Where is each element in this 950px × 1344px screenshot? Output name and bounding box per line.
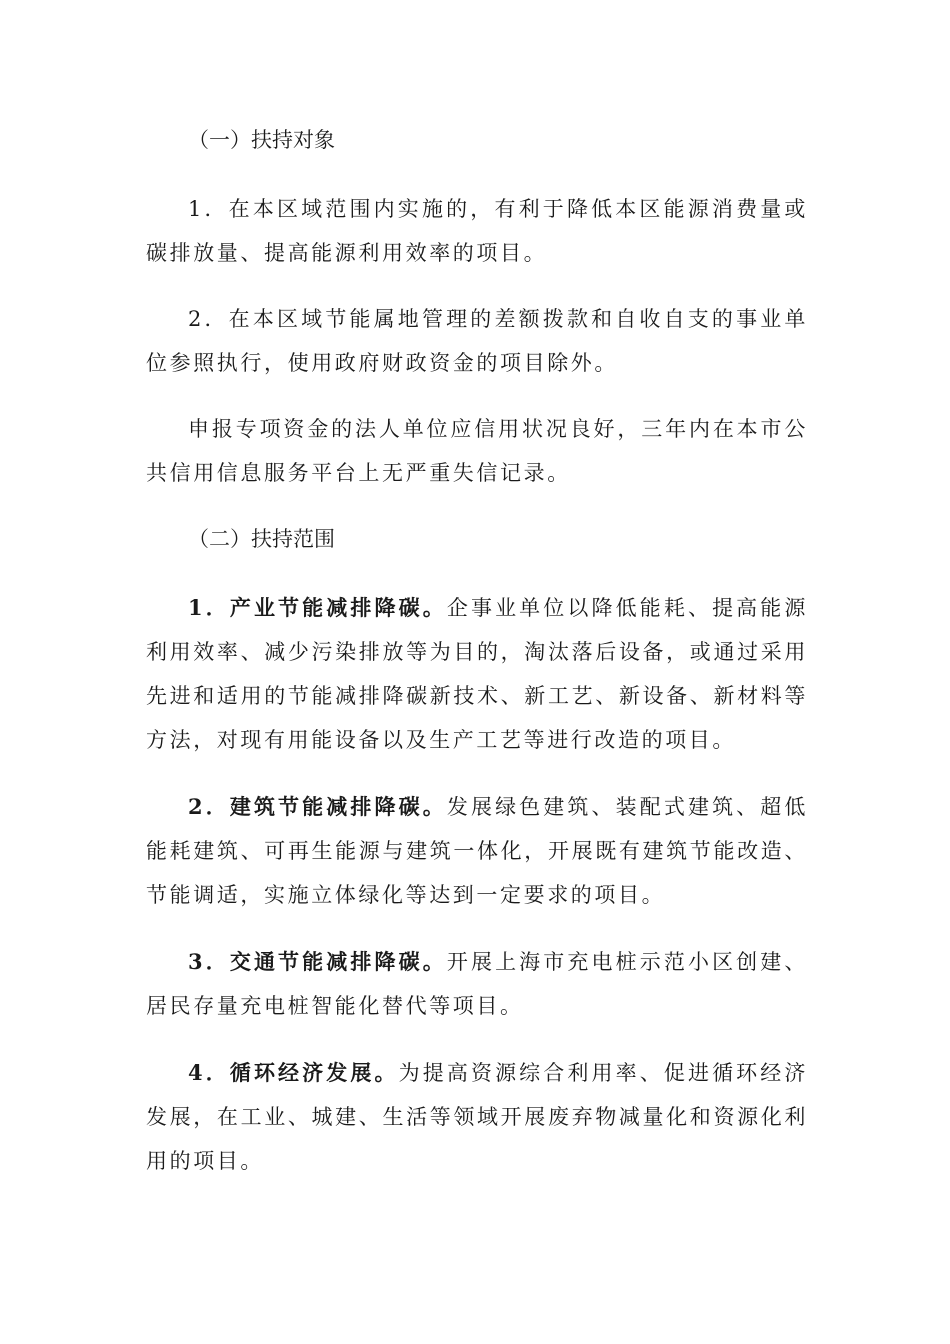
scope-item-circular-economy-title: 4．循环经济发展。 — [188, 1060, 399, 1085]
document-page — [146, 118, 808, 1183]
scope-item-building-title: 2．建筑节能减排降碳。 — [188, 794, 447, 819]
section-heading-support-targets: （一）扶持对象 — [188, 128, 335, 152]
section-heading-support-scope: （二）扶持范围 — [188, 527, 335, 551]
paragraph-item-1: 1．在本区域范围内实施的，有利于降低本区能源消费量或碳排放量、提高能源利用效率的项目。 — [146, 197, 808, 265]
paragraph-credit-requirement: 申报专项资金的法人单位应信用状况良好，三年内在本市公共信用信息服务平台上无严重失信记录。 — [146, 417, 808, 485]
scope-item-circular-economy-text: 为提高资源综合利用率、促进循环经济发展，在工业、城建、生活等领域开展废弃物减量化和资源化利用的项目。 — [146, 1061, 809, 1173]
paragraph-item-2: 2．在本区域节能属地管理的差额拨款和自收自支的事业单位参照执行，使用政府财政资金的项目除外。 — [146, 307, 808, 375]
scope-item-building — [146, 785, 808, 917]
scope-item-transport-text: 开展上海市充电桩示范小区创建、居民存量充电桩智能化替代等项目。 — [146, 950, 808, 1018]
scope-item-building-text: 发展绿色建筑、装配式建筑、超低能耗建筑、可再生能源与建筑一体化，开展既有建筑节能改造、节能调适，实施立体绿化等达到一定要求的项目。 — [146, 795, 808, 907]
scope-item-industry — [146, 586, 808, 762]
scope-item-transport-title: 3．交通节能减排降碳。 — [188, 949, 447, 974]
scope-item-industry-text: 企事业单位以降低能耗、提高能源利用效率、减少污染排放等为目的，淘汰落后设备，或通过采用先进和适用的节能减排降碳新技术、新工艺、新设备、新材料等方法，对现有用能设备以及生产工艺等进行改造的项目。 — [146, 596, 808, 752]
scope-item-industry-title: 1．产业节能减排降碳。 — [188, 595, 447, 620]
scope-item-transport — [146, 940, 808, 1028]
scope-item-circular-economy — [146, 1051, 808, 1183]
